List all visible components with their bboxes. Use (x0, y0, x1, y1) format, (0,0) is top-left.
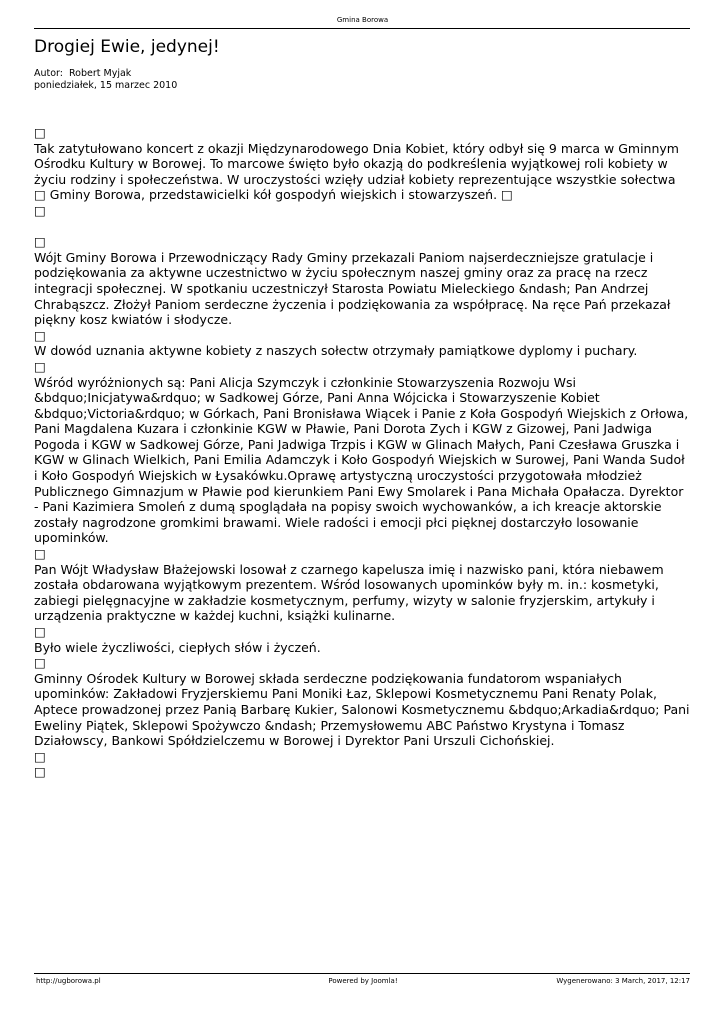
placeholder-glyph: □ (34, 234, 46, 250)
header-divider (34, 28, 690, 29)
footer-generated: Wygenerowano: 3 March, 2017, 12:17 (556, 977, 690, 985)
author-name: Robert Myjak (69, 68, 132, 79)
paragraph-4: Wśród wyróżnionych są: Pani Alicja Szymczyk i członkinie Stowarzyszenia Rozwoju Wsi &bdquo;Inicjatywa&rdquo; w Sadkowej Górze, Pani Anna Wójcicka i Stowarzyszenie Kobiet &bdquo;Victoria&rdquo; w Górkach, Pani Bronisława Wiącek i Panie z Koła Gospodyń Wiejskich z Orłowa, Pani Magdalena Kuzara i członkinie KGW w Pławie, Pani Dorota Zych i KGW z Gizowej, Pani Jadwiga Pogoda i KGW w Sadkowej Górze, Pani Jadwiga Trzpis i KGW w Glinach Małych, Pani Czesława Gruszka i KGW w Glinach Wielkich, Pani Emilia Adamczyk i Koło Gospodyń Wiejskich w Surowej, Pani Wanda Sudoł i Koło Gospodyń Wiejskich w Łysakówku.Oprawę artystyczną uroczystości przygotowała młodzież Publicznego Gimnazjum w Pławie pod kierunkiem Pani Ewy Smolarek i Pana Michała Opałacza. Dyrektor - Pani Kazimiera Smoleń z dumą spoglądała na popisy swoich wychowanków, a ich kreacje aktorskie zostały nagrodzone gromkimi brawami. Wiele radości i emocji płci pięknej dostarczyło losowanie upominków. (34, 374, 689, 546)
article-date: poniedziałek, 15 marzec 2010 (34, 80, 178, 91)
placeholder-glyph: □ (34, 624, 46, 639)
placeholder-glyph: □ (34, 327, 46, 343)
footer-divider (34, 973, 690, 974)
placeholder-glyph: □ (34, 358, 46, 374)
placeholder-glyph: □ (34, 546, 46, 562)
footer-url: http://ugborowa.pl (36, 977, 101, 985)
paragraph-5: Pan Wójt Władysław Błażejowski losował z czarnego kapelusza imię i nazwisko pani, która niebawem została obdarowana wyjątkowym prezentem. Wśród losowanych upominków były m. in.: kosmetyki, zabiegi pielęgnacyjne w zakładzie kosmetycznym, perfumy, wizyty w salonie fryzjerskim, artykuły i urządzenia praktyczne w każdej kuchni, książki kulinarne. (34, 561, 664, 624)
author-line (34, 68, 177, 80)
placeholder-glyph: □ (34, 125, 46, 140)
footer-powered-by: Powered by Joomla! (328, 977, 398, 985)
placeholder-glyph: □ (34, 655, 46, 671)
article-title: Drogiej Ewie, jedynej! (34, 37, 220, 57)
paragraph-2: Wójt Gminy Borowa i Przewodniczący Rady Gminy przekazali Paniom najserdeczniejsze gratulacje i podziękowania za aktywne uczestnictwo w życiu społecznym naszej gminy oraz za pracę na rzecz integracji społecznej. W spotkaniu uczestniczył Starosta Powiatu Mieleckiego &ndash; Pan Andrzej Chrabąszcz. Złożył Paniom serdeczne życzenia i podziękowania za współpracę. Na ręce Pań przekazał piękny kosz kwiatów i słodycze. (34, 249, 671, 328)
article-body (34, 125, 690, 780)
paragraph-6: Było wiele życzliwości, ciepłych słów i życzeń. (34, 639, 321, 655)
placeholder-glyph: □ (34, 764, 46, 780)
paragraph-7: Gminny Ośrodek Kultury w Borowej składa serdeczne podziękowania fundatorom wspaniałych upominków: Zakładowi Fryzjerskiemu Pani Moniki Łaz, Sklepowi Kosmetycznemu Pani Renaty Polak, Aptece prowadzonej przez Panią Barbarę Kukier, Salonowi Kosmetycznemu &bdquo;Arkadia&rdquo; Pani Eweliny Piątek, Sklepowi Spożywczo &ndash; Przemysłowemu ABC Państwo Krystyna i Tomasz Działowscy, Bankowi Spółdzielczemu w Borowej i Dyrektor Pani Urszuli Cichońskiej. (34, 670, 690, 749)
placeholder-glyph: □ (34, 748, 46, 764)
spacer (34, 219, 690, 235)
site-name-header: Gmina Borowa (336, 16, 389, 24)
paragraph-3: W dowód uznania aktywne kobiety z naszych sołectw otrzymały pamiątkowe dyplomy i puchary. (34, 343, 638, 359)
article-meta (34, 68, 177, 92)
placeholder-glyph: □ (34, 202, 46, 218)
author-label: Autor: (34, 68, 63, 79)
paragraph-1: Tak zatytułowano koncert z okazji Międzynarodowego Dnia Kobiet, który odbył się 9 marca w Gminnym Ośrodku Kultury w Borowej. To marcowe święto było okazją do podkreślenia wyjątkowej roli kobiety w życiu rodziny i społeczeństwa. W uroczystości wzięły udział kobiety reprezentujące wszystkie sołectwa □ Gminy Borowa, przedstawicielki kół gospodyń wiejskich i stowarzyszeń. □ (34, 140, 679, 203)
